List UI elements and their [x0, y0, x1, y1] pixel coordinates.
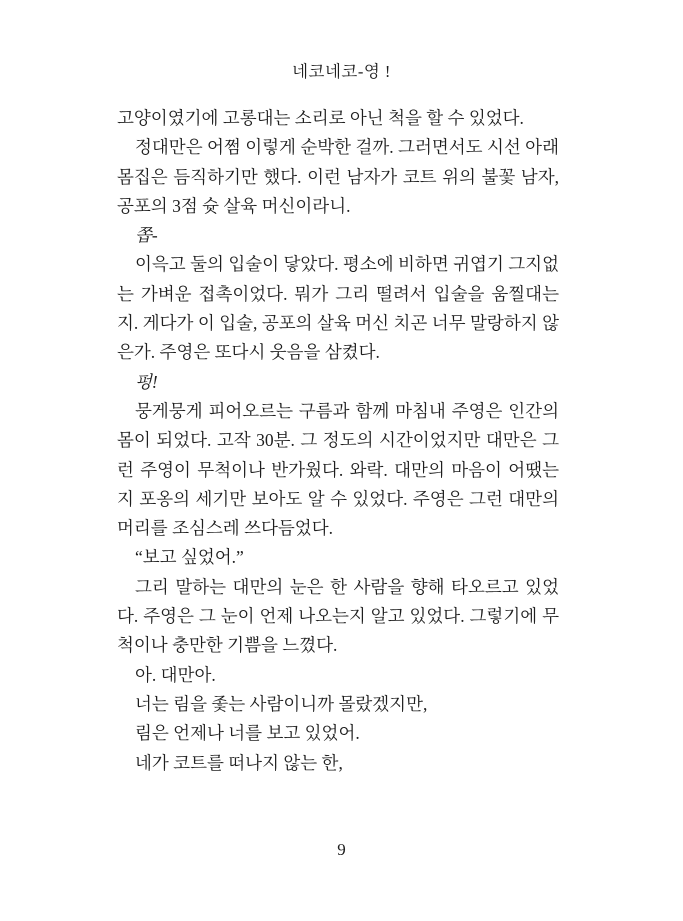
paragraph: “보고 싶었어.”: [135, 547, 244, 568]
paragraph: 네가 코트를 떠나지 않는 한,: [135, 752, 343, 773]
page-header-title: 네코네코-영 !: [292, 62, 391, 81]
paragraph: 정대만은 어쩜 이렇게 순박한 걸까. 그러면서도 시선 아래 몸집은 듬직하기만 했다. 이런 남자가 코트 위의 불꽃 남자, 공포의 3점 슛 살육 머신이라니.: [117, 137, 559, 216]
sound-effect-line: 쫍-: [135, 225, 158, 246]
page-number: 9: [337, 840, 346, 859]
paragraph: 고양이였기에 고롱대는 소리로 아닌 척을 할 수 있었다.: [117, 108, 524, 128]
paragraph: 이윽고 둘의 입술이 닿았다. 평소에 비하면 귀엽기 그지없는 가벼운 접촉이었다. 뭐가 그리 떨려서 입술을 움찔대는지. 게다가 이 입술, 공포의 살육 머신 치곤 너무 말랑하지 않은가. 주영은 또다시 웃음을 삼켰다.: [117, 254, 559, 363]
paragraph: 림은 언제나 너를 보고 있었어.: [135, 723, 360, 744]
paragraph: 그리 말하는 대만의 눈은 한 사람을 향해 타오르고 있었다. 주영은 그 눈이 언제 나오는지 알고 있었다. 그렇기에 무척이나 충만한 기쁨을 느꼈다.: [117, 576, 559, 656]
sound-effect-line: 펑!: [135, 371, 158, 392]
body-text: [117, 104, 559, 778]
paragraph: 뭉게뭉게 피어오르는 구름과 함께 마침내 주영은 인간의 몸이 되었다. 고작 30분. 그 정도의 시간이었지만 대만은 그런 주영이 무척이나 반가웠다. 와락. 대만의 마음이 어땠는지 포옹의 세기만 보아도 알 수 있었다. 주영은 그런 대만의 머리를 조심스레 쓰다듬었다.: [117, 400, 559, 539]
paragraph: 아. 대만아.: [135, 664, 216, 685]
paragraph: 너는 림을 좇는 사람이니까 몰랐겠지만,: [135, 693, 428, 714]
